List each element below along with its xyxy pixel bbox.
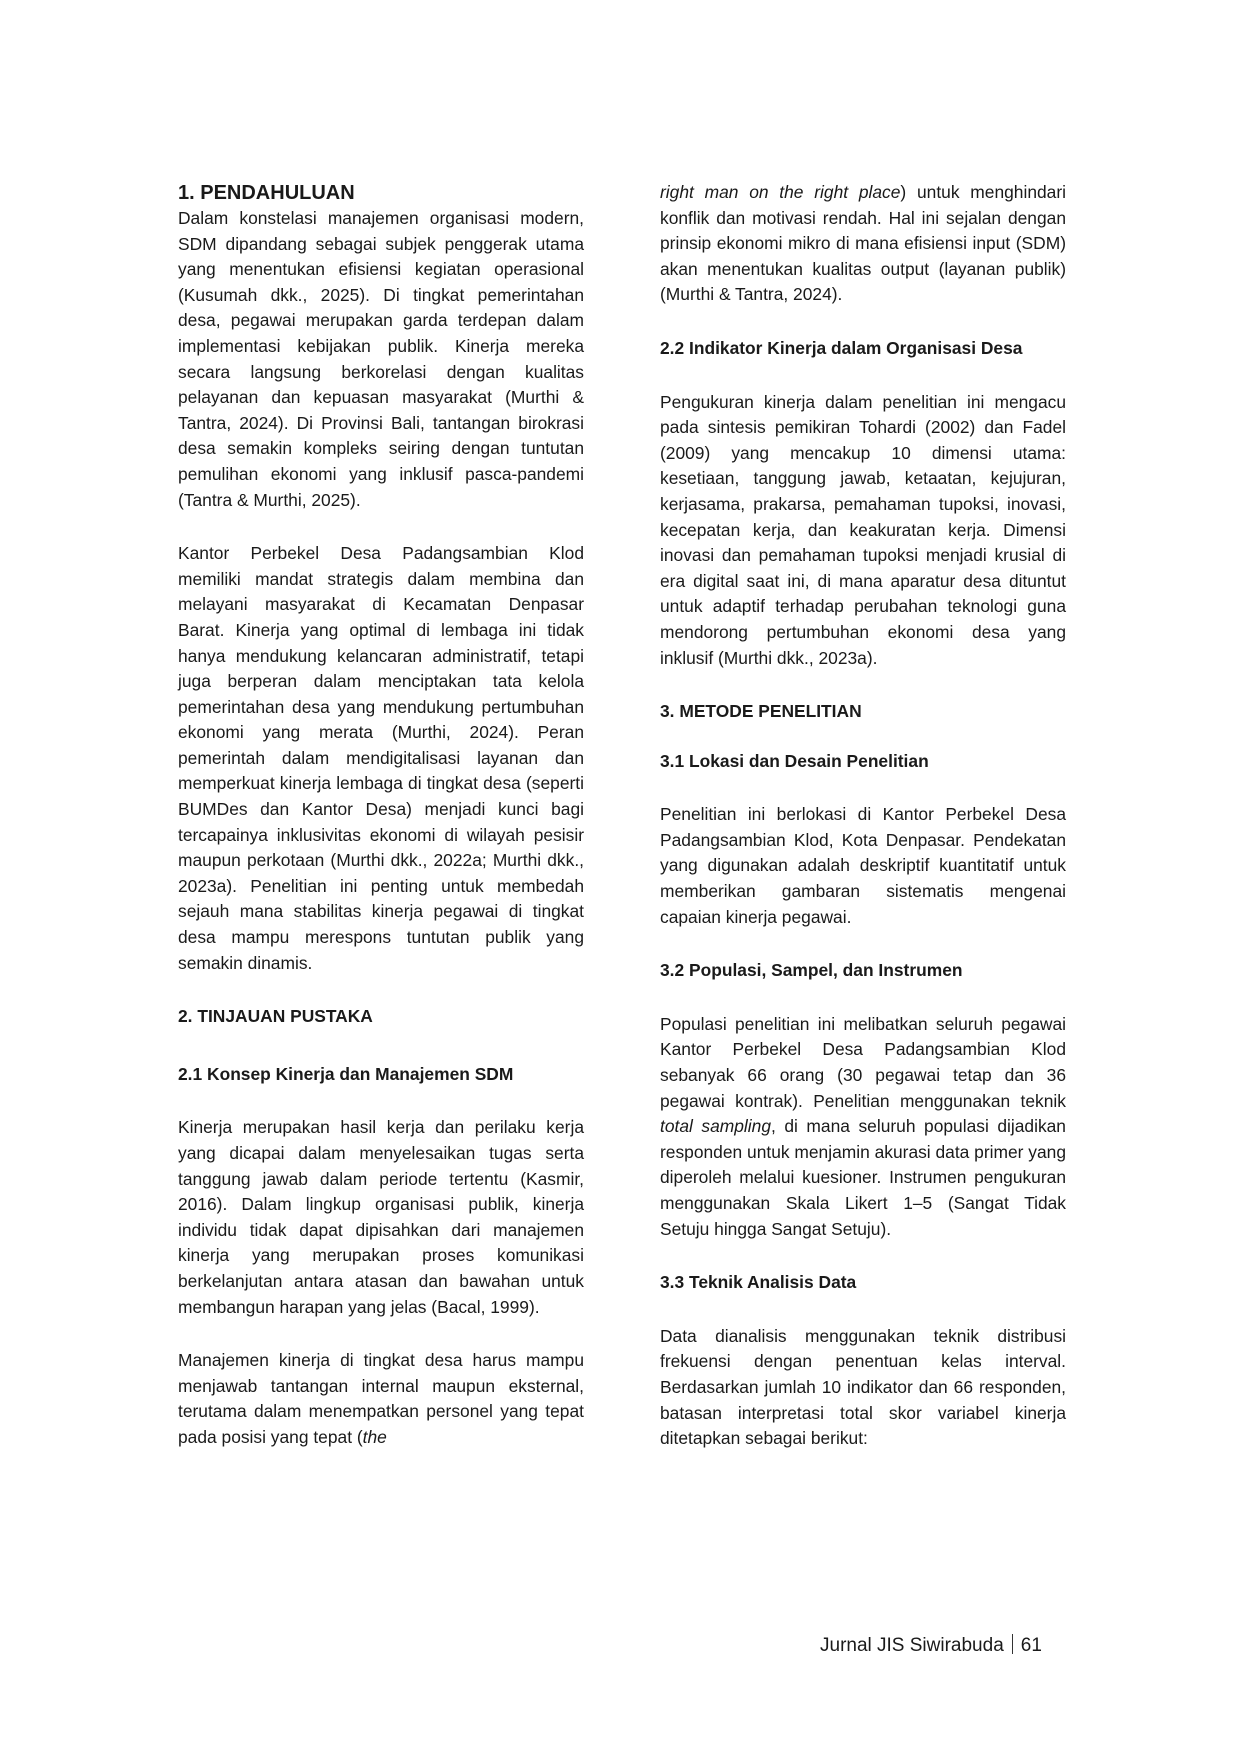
- paragraph: [178, 1348, 584, 1450]
- italic-text: total sampling: [660, 1116, 771, 1137]
- section-heading-tinjauan-pustaka: 2. TINJAUAN PUSTAKA: [178, 1006, 373, 1027]
- subsection-heading-3-3: 3.3 Teknik Analisis Data: [660, 1272, 857, 1293]
- paragraph-text: , di mana seluruh populasi dijadikan responden untuk menjamin akurasi data primer yang diperoleh melalui kuesioner. Instrumen pengukuran menggunakan Skala Likert 1–5 (Sangat Tidak Setuju hingga Sangat Setuju).: [660, 1116, 1067, 1239]
- paragraph-text: ) untuk menghindari konflik dan motivasi rendah. Hal ini sejalan dengan prinsip ekonomi mikro di mana efisiensi input (SDM) akan menentukan kualitas output (layanan publik) (Murthi & Tantra, 2024).: [660, 182, 1066, 305]
- subsection-heading-2-2: 2.2 Indikator Kinerja dalam Organisasi Desa: [660, 337, 1023, 358]
- subsection-heading-3-1: 3.1 Lokasi dan Desain Penelitian: [660, 750, 929, 771]
- paragraph: Kantor Perbekel Desa Padangsambian Klod memiliki mandat strategis dalam membina dan melayani masyarakat di Kecamatan Denpasar Barat. Kinerja yang optimal di lembaga ini tidak hanya mendukung kelancaran administratif, tetapi juga berperan dalam menciptakan tata kelola pemerintahan desa yang mendukung pertumbuhan ekonomi yang merata (Murthi, 2024). Peran pemerintah dalam mendigitalisasi layanan dan memperkuat kinerja lembaga di tingkat desa (seperti BUMDes dan Kantor Desa) menjadi kunci bagi tercapainya inklusivitas ekonomi di wilayah pesisir maupun perkotaan (Murthi dkk., 2022a; Murthi dkk., 2023a). Penelitian ini penting untuk membedah sejauh mana stabilitas kinerja pegawai di tingkat desa mampu merespons tuntutan publik yang semakin dinamis.: [178, 543, 584, 973]
- paragraph: [660, 180, 1066, 308]
- subsection-heading-2-1: 2.1 Konsep Kinerja dan Manajemen SDM: [178, 1063, 514, 1084]
- paragraph: Kinerja merupakan hasil kerja dan perilaku kerja yang dicapai dalam menyelesaikan tugas serta tanggung jawab dalam periode tertentu (Kasmir, 2016). Dalam lingkup organisasi publik, kinerja individu tidak dapat dipisahkan dari manajemen kinerja yang merupakan proses komunikasi berkelanjutan antara atasan dan bawahan untuk membangun harapan yang jelas (Bacal, 1999).: [178, 1117, 584, 1317]
- paragraph: Penelitian ini berlokasi di Kantor Perbekel Desa Padangsambian Klod, Kota Denpasar. Pendekatan yang digunakan adalah deskriptif kuantitatif untuk memberikan gambaran sistematis mengenai capaian kinerja pegawai.: [660, 804, 1066, 927]
- right-column: [660, 180, 1066, 1452]
- paragraph: Data dianalisis menggunakan teknik distribusi frekuensi dengan penentuan kelas interval. Berdasarkan jumlah 10 indikator dan 66 responden, batasan interpretasi total skor variabel kinerja ditetapkan sebagai berikut:: [660, 1325, 1066, 1449]
- paragraph: Pengukuran kinerja dalam penelitian ini mengacu pada sintesis pemikiran Tohardi (2002) dan Fadel (2009) yang mencakup 10 dimensi utama: kesetiaan, tanggung jawab, ketaatan, kejujuran, kerjasama, prakarsa, pemahaman tupoksi, inovasi, kecepatan kerja, dan keakuratan kerja. Dimensi inovasi dan pemahaman tupoksi menjadi krusial di era digital saat ini, di mana aparatur desa dituntut untuk adaptif terhadap perubahan teknologi guna mendorong pertumbuhan ekonomi desa yang inklusif (Murthi dkk., 2023a).: [660, 391, 1066, 668]
- paragraph: [660, 1012, 1066, 1242]
- journal-name: Jurnal JIS Siwirabuda: [820, 1635, 1004, 1656]
- left-column: [178, 180, 584, 1451]
- italic-text: the: [362, 1426, 387, 1447]
- paragraph: Dalam konstelasi manajemen organisasi modern, SDM dipandang sebagai subjek penggerak utama yang menentukan efisiensi kegiatan operasional (Kusumah dkk., 2025). Di tingkat pemerintahan desa, pegawai merupakan garda terdepan dalam implementasi kebijakan publik. Kinerja mereka secara langsung berkorelasi dengan kualitas pelayanan dan kepuasan masyarakat (Murthi & Tantra, 2024). Di Provinsi Bali, tantangan birokrasi desa semakin kompleks seiring dengan tuntutan pemulihan ekonomi yang inklusif pasca-pandemi (Tantra & Murthi, 2025).: [178, 208, 584, 510]
- italic-text: right man on the right place: [660, 182, 901, 202]
- footer-divider: [1012, 1634, 1013, 1654]
- subsection-heading-3-2: 3.2 Populasi, Sampel, dan Instrumen: [660, 960, 963, 981]
- page-number: 61: [1020, 1635, 1042, 1656]
- paragraph-text: Populasi penelitian ini melibatkan seluruh pegawai Kantor Perbekel Desa Padangsambian Klod sebanyak 66 orang (30 pegawai tetap dan 36 pegawai kontrak). Penelitian menggunakan teknik: [660, 1013, 1066, 1111]
- paragraph-text: Manajemen kinerja di tingkat desa harus mampu menjawab tantangan internal maupun eksternal, terutama dalam menempatkan personel yang tepat pada posisi yang tepat (: [178, 1350, 584, 1447]
- page-footer: [820, 1634, 1042, 1658]
- section-heading-pendahuluan: 1. PENDAHULUAN: [178, 182, 355, 204]
- section-heading-metode-penelitian: 3. METODE PENELITIAN: [660, 701, 862, 722]
